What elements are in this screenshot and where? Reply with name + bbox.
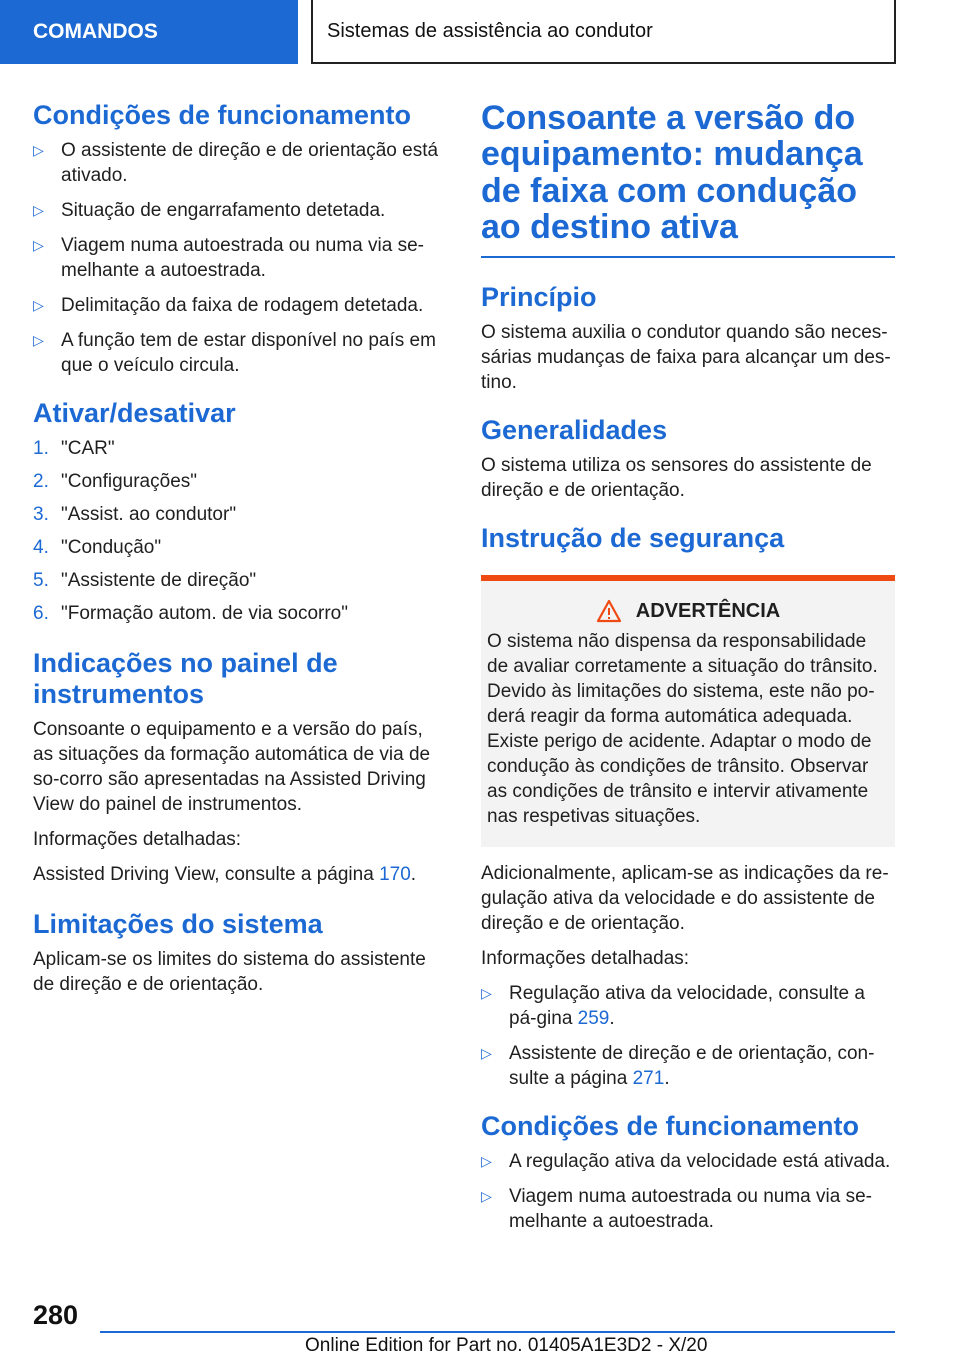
general-text: O sistema utiliza os sensores do assistente de direção e de orientação. [481,454,872,501]
section-label: COMANDOS [33,20,158,43]
heading-rule [481,256,895,258]
refs-list [481,981,895,1091]
main-heading: Consoante a versão do equipamento: mudança de faixa com condução ao destino ativa [481,99,863,247]
page-link[interactable]: 259 [577,1008,610,1030]
warning-title: ADVERTÊNCIA [635,599,781,622]
triangle-bullet-icon: ▷ [33,297,44,314]
steps-list [33,436,448,626]
page-number: 280 [33,1300,79,1330]
details-reference: Assisted Driving View, consulte a página 170. [33,863,417,885]
indications-text: Consoante o equipamento e a versão do país, as situações da formação automática de via de so-corro são apresentadas na Assisted Driving View do painel de instrumentos. [33,718,431,815]
details-label-right: Informações detalhadas: [481,948,690,970]
list-item: ▷ A função tem de estar disponível no país em que o veículo circula. [33,330,436,377]
list-item: ▷ A regulação ativa da velocidade está ativada. [481,1151,891,1173]
list-item: ▷ Situação de engarrafamento detetada. [33,200,386,222]
step-item: 6. "Formação autom. de via socorro" [33,603,348,625]
conditions-list [33,138,448,378]
heading-general: Generalidades [481,414,668,445]
triangle-bullet-icon: ▷ [481,1045,492,1062]
triangle-bullet-icon: ▷ [33,237,44,254]
additional-text: Adicionalmente, aplicam-se as indicações da re-gulação ativa da velocidade e do assistente de direção e de orientação. [481,863,889,935]
list-item: ▷ Viagem numa autoestrada ou numa via se-melhante a autoestrada. [481,1186,872,1233]
step-item: 4. "Condução" [33,537,162,559]
triangle-bullet-icon: ▷ [33,202,44,219]
chapter-tab [311,0,896,64]
page-link[interactable]: 170 [379,863,411,885]
principle-text: O sistema auxilia o condutor quando são neces-sárias mudanças de faixa para alcançar um des-tino. [481,321,891,393]
left-column [33,100,448,1007]
heading-conditions-right: Condições de funcionamento [481,1111,860,1142]
limits-text: Aplicam-se os limites do sistema do assistente de direção e de orientação. [33,949,426,996]
warning-box [481,575,895,847]
list-item: ▷ Assistente de direção e de orientação, con-sulte a página 271. [481,1043,875,1090]
list-item: ▷ Regulação ativa da velocidade, consulte a pá-gina 259. [481,983,865,1030]
heading-limits: Limitações do sistema [33,908,323,939]
page-link[interactable]: 271 [632,1068,665,1090]
step-item: 2. "Configurações" [33,471,198,493]
edition-text: Online Edition for Part no. 01405A1E3D2 - X/20 [305,1335,708,1356]
warning-triangle-icon [596,599,622,623]
triangle-bullet-icon: ▷ [33,332,44,349]
heading-principle: Princípio [481,281,597,312]
details-label: Informações detalhadas: [33,828,242,850]
heading-safety: Instrução de segurança [481,522,785,553]
footer-rule [100,1331,895,1333]
right-column [481,100,895,1246]
step-item: 3. "Assist. ao condutor" [33,504,237,526]
heading-activate: Ativar/desativar [33,398,236,429]
heading-conditions: Condições de funcionamento [33,100,412,130]
step-item: 5. "Assistente de direção" [33,570,257,592]
list-item: ▷ Delimitação da faixa de rodagem detetada. [33,295,424,317]
triangle-bullet-icon: ▷ [481,985,492,1002]
warning-text: O sistema não dispensa da responsabilidade de avaliar corretamente a situação do trânsito. Devido às limitações do sistema, este não po-derá reagir da forma automática adequada. Existe perigo de acidente. Adaptar o modo de condução às condições de trânsito. Observar as condições de trânsito e intervir ativamente nas respetivas situações. [487,631,878,828]
step-item: 1. "CAR" [33,438,115,460]
conditions-list-right [481,1149,895,1234]
section-tab [0,0,298,64]
warning-header [487,599,889,623]
list-item: ▷ O assistente de direção e de orientação está ativado. [33,140,439,187]
heading-indications: Indicações no painel de instrumentos [33,648,338,709]
list-item: ▷ Viagem numa autoestrada ou numa via se-melhante a autoestrada. [33,235,424,282]
chapter-title: Sistemas de assistência ao condutor [327,19,653,42]
triangle-bullet-icon: ▷ [481,1153,492,1170]
triangle-bullet-icon: ▷ [33,142,44,159]
triangle-bullet-icon: ▷ [481,1188,492,1205]
